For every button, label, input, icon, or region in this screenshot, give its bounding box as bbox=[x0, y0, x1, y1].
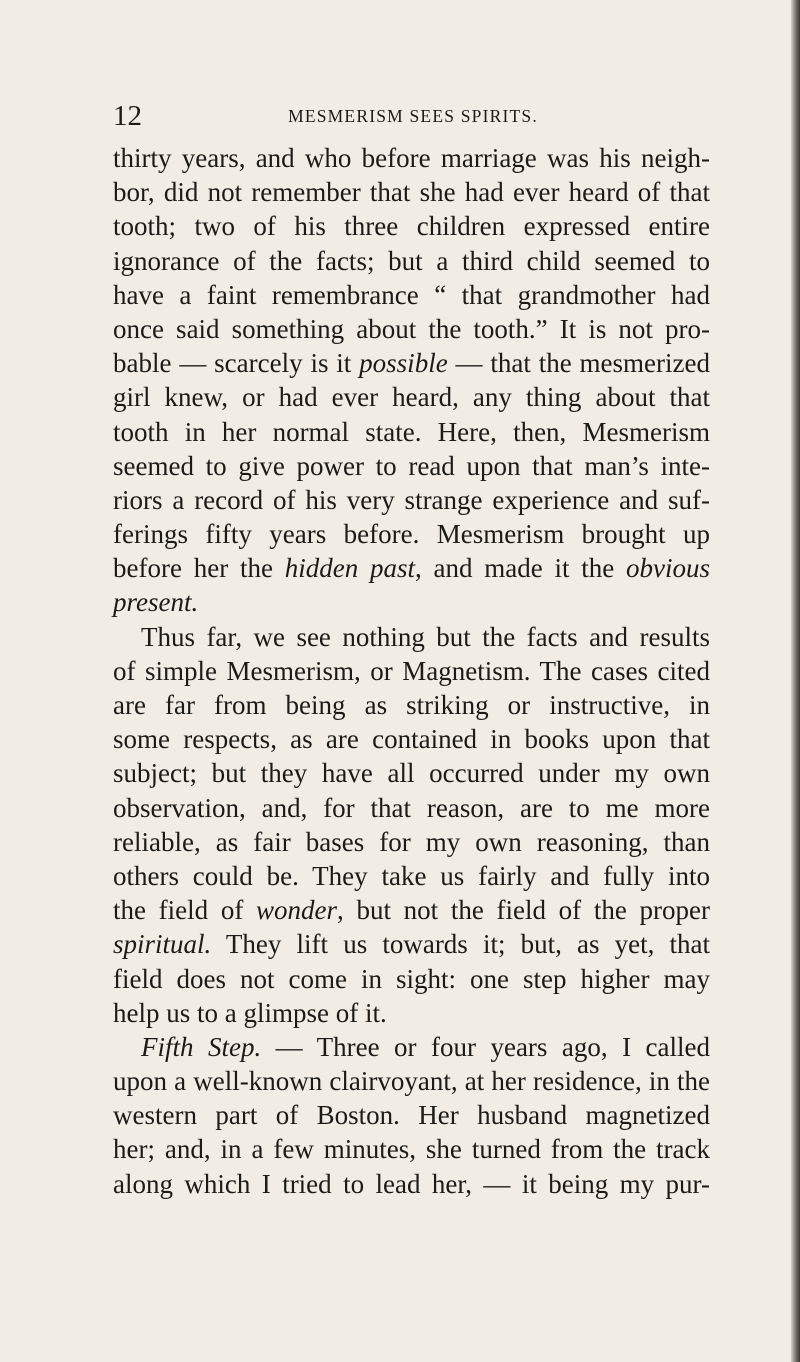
text-run: girl knew, or had ever heard, any thing about that bbox=[113, 382, 710, 413]
text-run: Thus far, we see nothing but the facts and results bbox=[141, 621, 710, 652]
text-line bbox=[113, 449, 710, 483]
text-run: , and made it the bbox=[414, 553, 626, 584]
text-line bbox=[113, 791, 710, 825]
emphasis-text: Fifth Step. bbox=[141, 1031, 262, 1062]
text-run: of simple Mesmerism, or Magnetism. The cases cited bbox=[113, 655, 710, 686]
text-run: have a faint remembrance “ that grandmother had bbox=[113, 279, 710, 310]
text-run: bable — scarcely is it bbox=[113, 348, 360, 379]
text-run: subject; but they have all occurred under my own bbox=[113, 758, 710, 789]
text-run: They lift us towards it; but, as yet, that bbox=[211, 929, 710, 960]
text-run: some respects, as are contained in books upon that bbox=[113, 724, 710, 755]
text-line bbox=[113, 1098, 710, 1132]
page-edge-shadow bbox=[791, 0, 800, 1362]
text-line bbox=[113, 141, 710, 175]
text-line bbox=[113, 927, 710, 961]
text-run: riors a record of his very strange experience and suf- bbox=[113, 484, 710, 515]
text-line bbox=[113, 756, 710, 790]
text-run: bor, did not remember that she had ever heard of that bbox=[113, 177, 710, 208]
text-run: help us to a glimpse of it. bbox=[113, 997, 387, 1028]
text-line bbox=[113, 244, 710, 278]
text-line bbox=[113, 483, 710, 517]
text-line bbox=[113, 996, 710, 1030]
text-line bbox=[113, 585, 710, 619]
text-line bbox=[113, 893, 710, 927]
text-run: reliable, as fair bases for my own reasoning, than bbox=[113, 826, 710, 857]
text-run: — that the mesmerized bbox=[447, 348, 710, 379]
text-run: observation, and, for that reason, are to me more bbox=[113, 792, 710, 823]
text-line bbox=[113, 859, 710, 893]
text-run: field does not come in sight: one step higher may bbox=[113, 963, 710, 994]
text-line bbox=[113, 415, 710, 449]
text-line bbox=[113, 1064, 710, 1098]
text-line bbox=[113, 1030, 710, 1064]
text-run: western part of Boston. Her husband magnetized bbox=[113, 1100, 710, 1131]
emphasis-text: obvious bbox=[625, 553, 710, 584]
text-run: — Three or four years ago, I called bbox=[261, 1031, 710, 1062]
body-text bbox=[113, 141, 710, 1201]
text-line bbox=[113, 1167, 710, 1201]
text-run: thirty years, and who before marriage was his neigh- bbox=[113, 143, 710, 173]
text-line bbox=[113, 312, 710, 346]
emphasis-text: spiritual. bbox=[113, 929, 212, 960]
text-run: ignorance of the facts; but a third child seemed to bbox=[113, 245, 710, 276]
text-run: others could be. They take us fairly and fully into bbox=[113, 860, 710, 891]
text-line bbox=[113, 517, 710, 551]
running-title: MESMERISM SEES SPIRITS. bbox=[288, 106, 538, 126]
text-line bbox=[113, 654, 710, 688]
emphasis-text: wonder bbox=[256, 895, 338, 926]
page-number: 12 bbox=[113, 100, 142, 132]
text-line bbox=[113, 551, 710, 585]
text-run: , but not the field of the proper bbox=[337, 895, 710, 926]
text-line bbox=[113, 688, 710, 722]
text-line bbox=[113, 825, 710, 859]
text-line bbox=[113, 278, 710, 312]
text-run: before her the bbox=[113, 553, 285, 584]
text-line bbox=[113, 380, 710, 414]
text-run: upon a well-known clairvoyant, at her residence, in the bbox=[113, 1066, 710, 1097]
text-run: ferings fifty years before. Mesmerism brought up bbox=[113, 519, 710, 550]
page-header bbox=[113, 98, 713, 134]
text-line bbox=[113, 962, 710, 996]
text-run: seemed to give power to read upon that man’s inte- bbox=[113, 450, 710, 481]
text-run: the field of bbox=[113, 895, 257, 926]
text-run: tooth; two of his three children expressed entire bbox=[113, 211, 710, 242]
emphasis-text: present. bbox=[113, 587, 199, 618]
text-line bbox=[113, 175, 710, 209]
text-run: her; and, in a few minutes, she turned from the track bbox=[113, 1134, 710, 1165]
emphasis-text: possible bbox=[359, 348, 448, 379]
text-line bbox=[113, 722, 710, 756]
text-run: along which I tried to lead her, — it being my pur- bbox=[113, 1168, 710, 1199]
text-line bbox=[113, 620, 710, 654]
text-line bbox=[113, 346, 710, 380]
emphasis-text: hidden past bbox=[284, 553, 415, 584]
text-run: tooth in her normal state. Here, then, Mesmerism bbox=[113, 416, 710, 447]
text-line bbox=[113, 209, 710, 243]
text-run: once said something about the tooth.” It is not pro- bbox=[113, 313, 710, 344]
text-run: are far from being as striking or instructive, in bbox=[113, 690, 710, 720]
text-line bbox=[113, 1132, 710, 1166]
